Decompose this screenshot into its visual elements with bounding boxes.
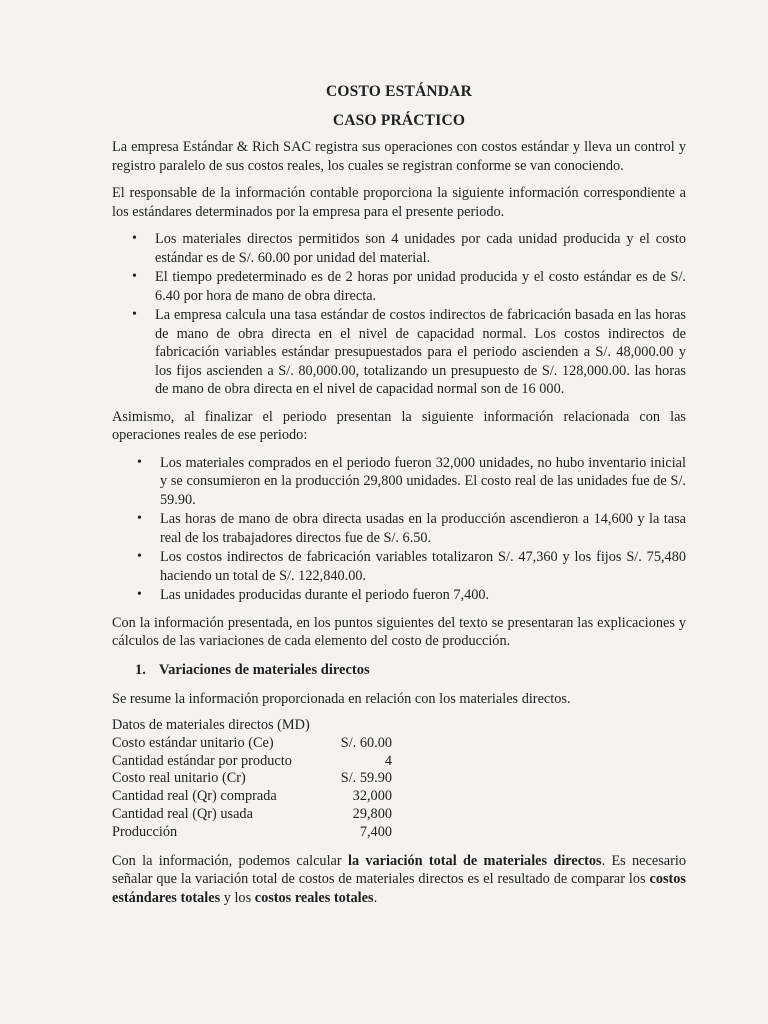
- row-label: Producción: [112, 823, 178, 840]
- table-row: [112, 806, 392, 824]
- responsable-paragraph: El responsable de la información contable proporciona la siguiente información correspondiente a los estándares determinados por la empresa para el presente periodo.: [112, 185, 686, 220]
- resume-paragraph: Se resume la información proporcionada en relación con los materiales directos.: [112, 690, 571, 707]
- list-item: • El tiempo predeterminado es de 2 horas por unidad producida y el costo estándar es de S/. 6.40 por hora de mano de obra directa.: [112, 268, 686, 305]
- final-bold-2: costos estándares totales: [112, 871, 686, 906]
- row-value: S/. 59.90: [340, 770, 392, 787]
- section-title: Variaciones de materiales directos: [159, 661, 370, 678]
- section-number: 1.: [135, 661, 146, 678]
- row-label: Costo estándar unitario (Ce): [112, 734, 274, 751]
- table-header: Datos de materiales directos (MD): [112, 717, 310, 733]
- standards-list: [112, 230, 686, 399]
- table-row: [112, 735, 392, 753]
- final-text-2: . Es necesario señalar que la variación total de costos de materiales directos es el resultado de comparar los: [112, 852, 687, 888]
- row-label: Cantidad real (Qr) usada: [112, 805, 253, 822]
- row-label: Costo real unitario (Cr): [112, 770, 246, 787]
- md-data-table: [112, 717, 392, 842]
- list-item: • Los costos indirectos de fabricación variables totalizaron S/. 47,360 y los fijos S/. 75,480 haciendo un total de S/. 122,840.00.: [112, 548, 686, 585]
- list-item: • La empresa calcula una tasa estándar de costos indirectos de fabricación basada en las horas de mano de obra directa en el nivel de capacidad normal. Los costos indirectos de fabricación variables estándar presupuestados para el periodo ascienden a S/. 48,000.00 y los fijos ascienden a S/. 80,000.00, totalizando un presupuesto de S/. 128,000.00. las horas de mano de obra directa en el nivel de capacidad normal son de 16 000.: [112, 306, 686, 399]
- final-bold-3: costos reales totales: [254, 889, 374, 906]
- table-row: [112, 788, 392, 806]
- table-header-row: [112, 717, 392, 735]
- table-row: [112, 753, 392, 771]
- final-paragraph: [112, 852, 686, 908]
- row-value: 29,800: [352, 805, 392, 822]
- document-content: [112, 78, 686, 916]
- row-value: 7,400: [359, 823, 392, 840]
- list-item: • Los materiales comprados en el periodo fueron 32,000 unidades, no hubo inventario inicial y se consumieron en la producción 29,800 unidades. El costo real de las unidades fue de S/. 59.90.: [112, 454, 686, 510]
- table-row: [112, 770, 392, 788]
- actuals-list: [112, 454, 686, 605]
- asimismo-paragraph: Asimismo, al finalizar el periodo presentan la siguiente información relacionada con las operaciones reales de ese periodo:: [112, 408, 686, 443]
- row-label: Cantidad estándar por producto: [112, 752, 292, 769]
- final-text-3: y los: [220, 889, 255, 906]
- row-value: 32,000: [352, 788, 392, 805]
- final-text-4: .: [373, 889, 378, 906]
- section-heading: [135, 660, 686, 680]
- list-item: • Los materiales directos permitidos son 4 unidades por cada unidad producida y el costo estándar es de S/. 60.00 por unidad del material.: [112, 230, 686, 267]
- final-text-1: Con la información, podemos calcular: [112, 852, 348, 869]
- con-informacion-paragraph: Con la información presentada, en los puntos siguientes del texto se presentaran las explicaciones y cálculos de las variaciones de cada elemento del costo de producción.: [112, 614, 686, 649]
- document-subtitle: CASO PRÁCTICO: [332, 112, 466, 129]
- document-title: COSTO ESTÁNDAR: [326, 83, 472, 100]
- list-item: • Las unidades producidas durante el periodo fueron 7,400.: [112, 586, 686, 605]
- row-value: 4: [384, 752, 392, 769]
- intro-paragraph: La empresa Estándar & Rich SAC registra sus operaciones con costos estándar y lleva un control y registro paralelo de sus costos reales, los cuales se registran conforme se van conociendo.: [112, 139, 686, 174]
- row-label: Cantidad real (Qr) comprada: [112, 788, 277, 805]
- row-value: S/. 60.00: [340, 734, 392, 751]
- list-item: • Las horas de mano de obra directa usadas en la producción ascendieron a 14,600 y la tasa real de los trabajadores directos fue de S/. 6.50.: [112, 510, 686, 547]
- table-row: [112, 824, 392, 842]
- final-bold-1: la variación total de materiales directos: [347, 852, 602, 869]
